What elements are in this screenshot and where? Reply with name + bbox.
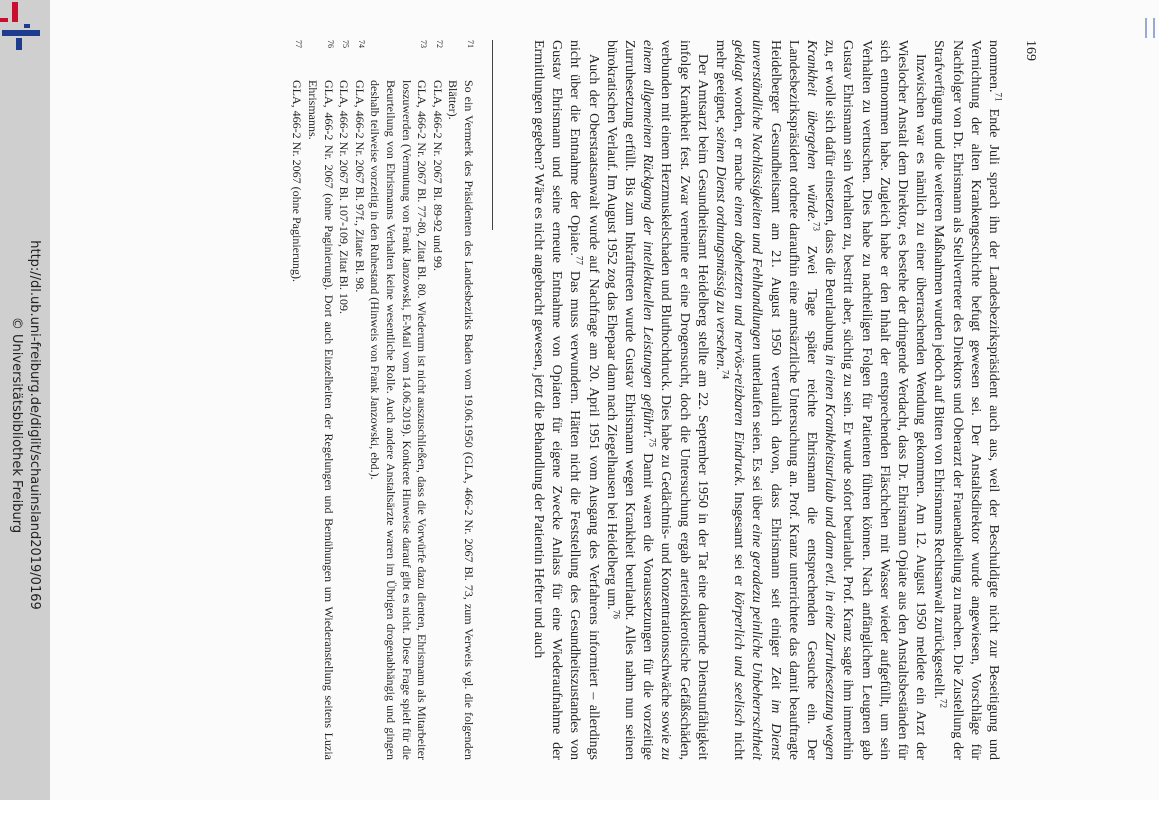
page-number: 169 (1023, 40, 1038, 61)
footnote-number: 71 (466, 40, 475, 48)
footnote-text: So ein Vermerk des Präsidenten des Landesbezirks Baden vom 19.06.1950 (GLA, 466-2 Nr. 2067 Bl. 73, zum Verweis vgl. die folgenden Blätter). (446, 80, 476, 760)
footnote-text: GLA, 466-2 Nr. 2067 Bl. 89-92 und 99. (430, 80, 445, 271)
footnote (336, 40, 352, 760)
emphasized-quote: seinen Dienst ordnungsmässig zu versehen (712, 126, 728, 367)
text-run: . (803, 218, 819, 223)
footnote-ref: 74 (720, 369, 731, 379)
text-run: Zwei Tage später reichte Ehrismann die entsprechenden Gesuche ein. Der Landesbezirkspräsident ordnete daraufhin eine amtsärztliche Untersuchung an. Prof. Kranz unterrichtete das damit beauftragte Heidelberger Gesundheitsamt am 21. August 1950 vertraulich davon, dass Ehrismann seit einiger Zeit (767, 40, 819, 760)
text-run: nommen. (986, 40, 1001, 93)
text-run: Das muss verwundern. Hätten nicht die Feststellung des Gesundheitszustandes von Gustav Ehrismann und seine erneute Entnahme von Opiaten für eigene Zwecke Anlass für eine Wiederaufnahme der Ermittlungen gegeben? Wäre es nicht angebracht gewesen, jetzt die Behandlung der Patientin Hefter und auch (530, 40, 583, 760)
footnote (351, 40, 367, 760)
footnote-ref: 76 (611, 609, 622, 619)
text-run: . (712, 366, 728, 370)
footnote-text: GLA, 466-2 Nr. 2067 (ohne Paginierung). (290, 80, 305, 282)
footnote-number: 72 (434, 40, 444, 48)
footnote-ref: 71 (993, 92, 1004, 102)
footnote-ref: 75 (647, 438, 658, 447)
rotated-page-content (160, 40, 1060, 760)
footnote-ref: 72 (939, 698, 950, 708)
footnote-text: GLA, 466-2 Nr. 2067 Bl. 97f., Zitate Bl. 98. (352, 80, 367, 293)
body-paragraph (602, 40, 711, 760)
footnote (289, 40, 305, 760)
text-run: Damit waren die Voraussetzungen für die vorzeitige Zurruhesetzung erfüllt. Bis zum Inkrafttreten wurde Gustav Ehrismann wegen Krankheit beurlaubt. Alles nahm nun seinen bürokratischen Verlauf. Im August 1952 zog das Ehepaar dann nach Ziegelhausen bei Heidelberg um. (603, 40, 656, 761)
emphasized-quote: körperlich und seelisch (731, 591, 747, 727)
footnote (445, 40, 476, 760)
body-paragraph (529, 40, 602, 760)
emphasized-quote: eine geradezu peinliche Unbeherrschtheit geklagt (731, 40, 765, 761)
viewer-sidebar (0, 0, 50, 800)
text-run: unterlaufen seien. Es sei über (749, 349, 765, 525)
footnote-number: 73 (419, 40, 429, 48)
footnote-ref: 73 (811, 222, 822, 232)
text-run: worden, er mache (731, 81, 747, 197)
footnote-number: 74 (356, 40, 366, 48)
footnotes (289, 40, 476, 760)
text-run: Der Amtsarzt beim Gesundheitsamt Heidelberg stellte am 22. September 1950 in der Tat eine dauernde Dienstunfähigkeit infolge Krankheit fest. Zwar verneinte er eine Drogensucht, doch die Untersuchung ergab arteriosklerotische Gefäßschäden, verbunden mit einem Herzmuskelschaden und Bluthochdruck. Dies habe zu Gedächtnis- und Konzentrationsschwäche sowie (658, 40, 710, 760)
footnote-text: GLA, 466-2 Nr. 2067 Bl. 77-80, Zitat Bl. 80. Wiederum ist nicht auszuschließen, dass die Vorwürfe dazu dienten, Ehrismann als Mitarbeiter loszuwerden (Vermutung von Frank Janzowski, E-Mail vom 14.06.2019). Konkrete Hinweise darauf gibt es nicht. Diese Frage spielt für die Beurteilung von Ehrismanns Verhalten keine wesentliche Rolle. Auch andere Anstaltsärzte waren im Übrigen drogenabhängig und gingen deshalb teilweise vorzeitig in den Ruhestand (Hinweis von Frank Janzowski, ebd.). (368, 80, 430, 760)
emphasized-quote: im Dienst unverständliche Nachlässigkeiten und Fehlhandlungen (749, 40, 783, 760)
sidebar-text (0, 15, 50, 835)
footnote (429, 40, 445, 760)
footnote-separator (492, 40, 493, 230)
text-run: Ende Juli sprach ihn der Landesbezirkspräsident auch aus, weil der Beschuldigte nicht zur Beseitigung und Vernichtung der alten Krankengeschichte befugt gewesen sei. Der Anstaltsdirektor wurde angewiesen, Vorschläge für Nachfolger von Dr. Ehrismann als Stellvertreter des Direktors und Oberarzt der Frauenabteilung zu machen. Die Zustellung der Strafverfügung und die weiteren Maßnahmen wurden jedoch auf Bitten von Ehrismanns Rechtsanwalt zurückgestellt. (931, 40, 1001, 760)
emphasized-quote: in einen Krankheitsurlaub und dann evtl. in eine Zurruhesetzung wegen Krankheit übergehen würde (803, 40, 838, 761)
footnote (304, 40, 335, 760)
emphasized-quote: zu einem allgemeinen Rückgang der intellektuellen Leistungen geführt (640, 40, 674, 760)
scanned-page (50, 0, 1159, 800)
body-paragraph (929, 40, 1002, 760)
page-edge-mark (1145, 18, 1155, 38)
footnote (367, 40, 429, 760)
body-text (529, 40, 1002, 760)
text-run: . (640, 434, 656, 438)
footnote-ref: 77 (574, 255, 585, 265)
footnote-text: GLA, 466-2 Nr. 2067 (ohne Paginierung). Dort auch Einzelheiten der Regelungen und Bemühungen um Wiederanstellung seitens Luzia Ehrismanns. (306, 80, 336, 760)
footnote-number: 77 (294, 40, 304, 48)
text-run: nicht mehr geeignet, (712, 40, 747, 760)
text-run: Auch der Oberstaatsanwalt wurde auf Nachfrage am 20. April 1951 vom Ausgang des Verfahrens informiert – allerdings nicht über die Entnahme der Opiate. (567, 40, 601, 760)
footnote-text: GLA, 466-2 Nr. 2067 Bl. 107-109, Zitat Bl. 109. (337, 80, 352, 314)
footnote-number: 76 (325, 40, 335, 48)
footnote-number: 75 (341, 40, 351, 48)
text-run: Inzwischen war es nämlich zu einer überraschenden Wendung gekommen. Am 12. August 1950 meldete ein Arzt der Wieslocher Anstalt dem Direktor, es bestehe der dringende Verdacht, dass Dr. Ehrismann Opiate aus den Anstaltsbeständen für sich entnommen habe. Zugleich habe er den Inhalt der entsprechenden Fläschchen mit Wasser wieder aufgefüllt, um sein Verhalten zu vertuschen. Dies habe zu nachteiligen Folgen für Patienten führen können. Nach anfänglichem Leugnen gab Gustav Ehrismann sein Verhalten zu, bestritt aber, süchtig zu sein. Er wurde sofort beurlaubt. Prof. Kranz sagte ihm immerhin zu, er wolle sich dafür einsetzen, dass die Beurlaubung (822, 40, 929, 760)
copyright-text: © Universitätsbibliothek Freiburg (9, 316, 24, 534)
text-run: . Insgesamt sei er (731, 482, 747, 592)
source-url-link[interactable]: http://dl.ub.uni-freiburg.de/diglit/schauinsland2019/0169 (27, 240, 42, 610)
body-paragraph (711, 40, 929, 760)
emphasized-quote: einen abgehetzten und nervös-reizbaren Eindruck (731, 196, 747, 483)
